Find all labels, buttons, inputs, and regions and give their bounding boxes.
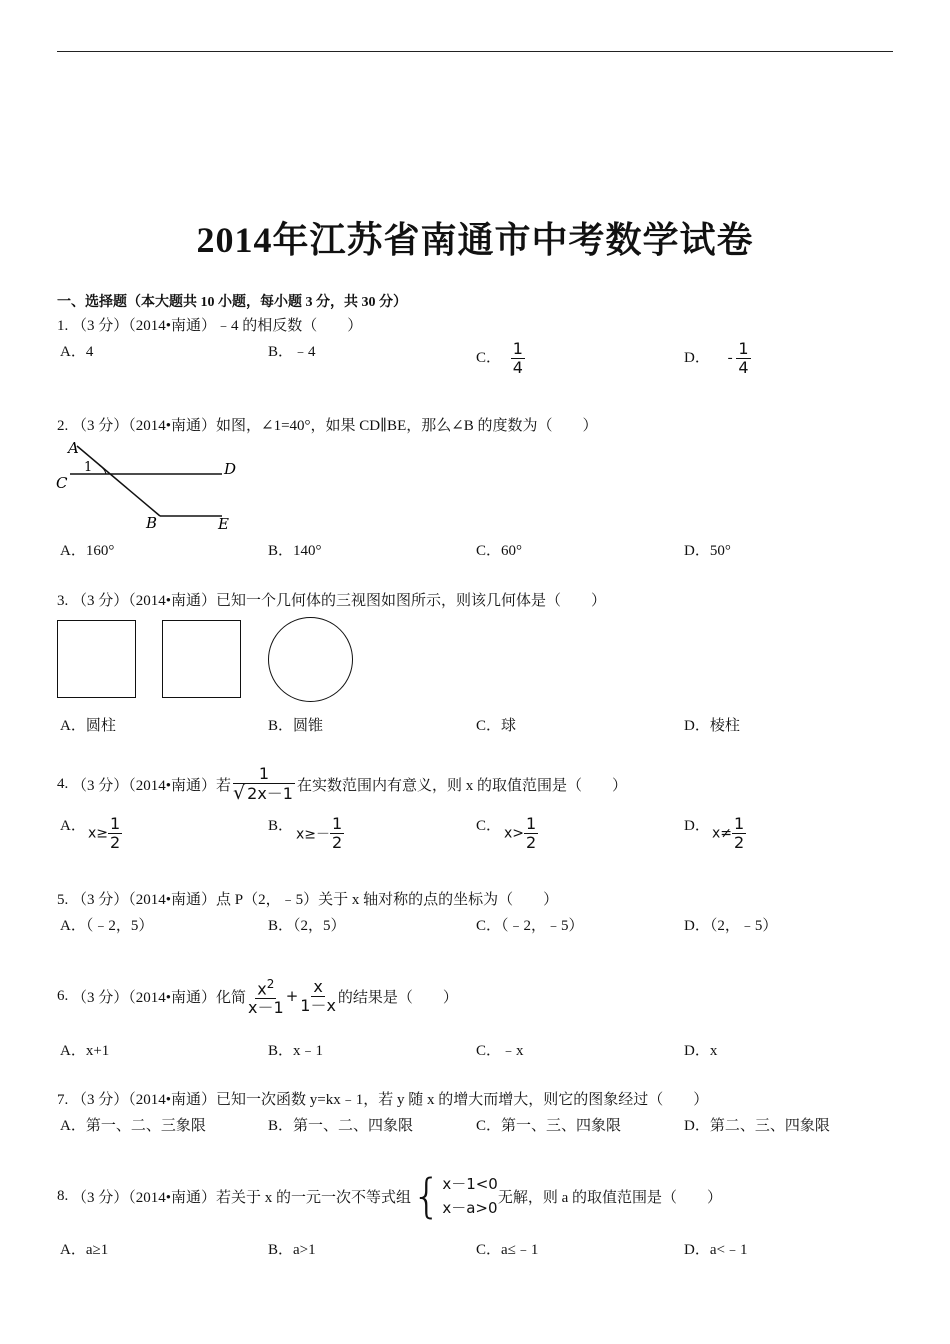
- q4-option-d-label: D．: [684, 818, 710, 834]
- question-meta: （3 分）（2014•南通）: [72, 989, 217, 1006]
- q4-option-b-label: B．: [268, 818, 294, 834]
- question-6: [57, 970, 458, 1022]
- q4-option-c[interactable]: [504, 815, 538, 852]
- fraction: [732, 815, 746, 852]
- front-view-square: [57, 620, 136, 698]
- fraction-2: [298, 978, 338, 1015]
- question-stem-pre: 若关于 x 的一元一次不等式组: [216, 1189, 412, 1206]
- fraction-numerator: x: [313, 976, 323, 996]
- header-rule: [57, 51, 893, 52]
- question-stem-post: 的结果是（ ）: [337, 989, 458, 1006]
- q4-option-c-label: C．: [476, 818, 502, 834]
- q4-option-a-label: A．: [60, 818, 86, 834]
- q8-option-c[interactable]: C．a≤﹣1: [476, 1242, 539, 1258]
- q5-option-d[interactable]: D．（2，﹣5）: [684, 918, 778, 934]
- fraction-numerator: 1: [512, 339, 523, 358]
- fraction-denominator: x－1: [248, 998, 284, 1018]
- q6-option-c[interactable]: C．﹣x: [476, 1043, 524, 1059]
- question-stem: 点 P（2，﹣5）关于 x 轴对称的点的坐标为（ ）: [216, 892, 559, 908]
- label-d: D: [224, 460, 237, 478]
- q4-option-d[interactable]: [712, 815, 746, 852]
- question-number: 1.: [57, 318, 69, 334]
- fraction: [330, 815, 344, 852]
- side-view-square: [162, 620, 241, 698]
- fraction-denominator: 1－x: [300, 995, 336, 1015]
- inequality-2: x－a>0: [442, 1199, 498, 1217]
- q3-option-b[interactable]: B．圆锥: [268, 718, 324, 734]
- fraction-numerator: 1: [526, 814, 537, 833]
- question-meta: （3 分）（2014•南通）: [72, 318, 217, 334]
- q8-option-d[interactable]: D．a<﹣1: [684, 1242, 748, 1258]
- fraction-denominator: 4: [738, 358, 749, 377]
- question-stem: 已知一次函数 y=kx﹣1，若 y 随 x 的增大而增大，则它的图象经过（ ）: [216, 1092, 709, 1108]
- question-3: [57, 589, 606, 610]
- q1-option-c[interactable]: [476, 340, 525, 377]
- top-view-circle: [268, 617, 353, 702]
- question-meta: （3 分）（2014•南通）: [72, 892, 217, 908]
- label-angle-1: 1: [84, 460, 93, 475]
- sqrt-icon: √: [233, 782, 246, 804]
- question-5: [57, 888, 558, 909]
- q4-option-a[interactable]: [88, 815, 122, 852]
- q2-option-a[interactable]: A．160°: [60, 543, 115, 559]
- fraction-denominator: 2: [734, 833, 745, 852]
- q2-option-d[interactable]: D．50°: [684, 543, 731, 559]
- numerator-exponent: 2: [266, 976, 275, 991]
- option-prefix: x≠: [712, 825, 733, 842]
- q5-option-b[interactable]: B．（2，5）: [268, 918, 346, 934]
- q1-option-b[interactable]: B．﹣4: [268, 344, 316, 360]
- plus-sign: +: [285, 987, 299, 1005]
- question-number: 7.: [57, 1092, 69, 1108]
- brace-icon: {: [412, 1169, 442, 1223]
- inequality-system: [442, 1172, 498, 1220]
- section-heading: 一、选择题（本大题共 10 小题，每小题 3 分，共 30 分）: [57, 295, 407, 310]
- fraction-1: [246, 975, 286, 1017]
- question-stem-pre: 若: [216, 777, 232, 794]
- q2-option-b[interactable]: B．140°: [268, 543, 322, 559]
- question-meta: （3 分）（2014•南通）: [72, 593, 217, 609]
- question-stem-pre: 化简: [216, 989, 247, 1006]
- q6-option-b[interactable]: B．x﹣1: [268, 1043, 324, 1059]
- fraction-numerator: [255, 975, 276, 999]
- question-meta: （3 分）（2014•南通）: [72, 1189, 217, 1206]
- q3-option-a[interactable]: A．圆柱: [60, 718, 116, 734]
- fraction-numerator: 1: [738, 339, 749, 358]
- fraction-numerator: 1: [233, 765, 295, 784]
- numerator-base: x: [257, 979, 267, 999]
- question-7: [57, 1088, 708, 1109]
- option-label: C．: [476, 349, 502, 366]
- question-meta: （3 分）（2014•南通）: [72, 1092, 217, 1108]
- label-a: A: [68, 439, 79, 457]
- q2-option-c[interactable]: C．60°: [476, 543, 523, 559]
- question-number: 3.: [57, 593, 69, 609]
- fraction-numerator: 1: [110, 814, 121, 833]
- option-prefix: x>: [504, 825, 525, 842]
- label-e: E: [218, 515, 229, 533]
- q5-option-a[interactable]: A．（﹣2，5）: [60, 918, 154, 934]
- fraction-denominator: 2: [332, 833, 343, 852]
- q3-option-d[interactable]: D．棱柱: [684, 718, 740, 734]
- fraction: [524, 815, 538, 852]
- q4-option-b[interactable]: [296, 815, 344, 852]
- question-number: 8.: [57, 1187, 69, 1204]
- q6-option-d[interactable]: D．x: [684, 1043, 718, 1059]
- question-stem: 如图，∠1=40°，如果 CD∥BE，那么∠B 的度数为（ ）: [216, 418, 598, 434]
- q6-option-a[interactable]: A．x+1: [60, 1043, 110, 1059]
- question-stem-post: 无解，则 a 的取值范围是（ ）: [497, 1189, 723, 1206]
- fraction-denominator: 4: [512, 358, 523, 377]
- q7-option-c[interactable]: C．第一、三、四象限: [476, 1118, 622, 1134]
- fraction-numerator: 1: [734, 814, 745, 833]
- option-prefix: x≥－: [296, 826, 331, 843]
- fraction-numerator: 1: [332, 814, 343, 833]
- minus-sign: -: [727, 349, 733, 366]
- q1-option-a[interactable]: A．4: [60, 344, 94, 360]
- page-title: 2014年江苏省南通市中考数学试卷: [196, 220, 754, 260]
- label-c: C: [56, 474, 68, 492]
- q3-option-c[interactable]: C．球: [476, 718, 517, 734]
- question-stem: 已知一个几何体的三视图如图所示，则该几何体是（ ）: [216, 593, 607, 609]
- question-stem: ﹣4 的相反数（ ）: [216, 318, 363, 334]
- q8-option-a[interactable]: A．a≥1: [60, 1242, 109, 1258]
- question-number: 4.: [57, 775, 69, 792]
- question-4: [57, 759, 627, 809]
- question-number: 2.: [57, 418, 69, 434]
- fraction-denominator: 2: [526, 833, 537, 852]
- question-stem-post: 在实数范围内有意义，则 x 的取值范围是（ ）: [296, 777, 627, 794]
- fraction-denominator: [231, 784, 297, 803]
- fraction-denominator: 2: [110, 833, 121, 852]
- inequality-1: x－1<0: [442, 1175, 498, 1193]
- option-label: D．: [684, 349, 710, 366]
- question-meta: （3 分）（2014•南通）: [72, 777, 217, 794]
- fraction: [511, 340, 525, 377]
- line-ab: [77, 446, 160, 516]
- question-1: [57, 314, 362, 335]
- question-meta: （3 分）（2014•南通）: [72, 418, 217, 434]
- question-number: 5.: [57, 892, 69, 908]
- q7-option-a[interactable]: A．第一、二、三象限: [60, 1118, 206, 1134]
- question-number: 6.: [57, 987, 69, 1004]
- q7-option-b[interactable]: B．第一、二、四象限: [268, 1118, 414, 1134]
- q1-option-d[interactable]: [684, 340, 751, 377]
- fraction: [108, 815, 122, 852]
- fraction: [736, 340, 750, 377]
- q8-option-b[interactable]: B．a>1: [268, 1242, 316, 1258]
- q2-figure: [52, 436, 242, 536]
- question-8: [57, 1168, 722, 1224]
- label-b: B: [146, 514, 158, 532]
- option-prefix: x≥: [88, 825, 109, 842]
- question-2: [57, 414, 598, 435]
- radicand: 2x－1: [247, 784, 293, 803]
- q5-option-c[interactable]: C．（﹣2，﹣5）: [476, 918, 584, 934]
- radical-fraction: [231, 765, 297, 803]
- q7-option-d[interactable]: D．第二、三、四象限: [684, 1118, 830, 1134]
